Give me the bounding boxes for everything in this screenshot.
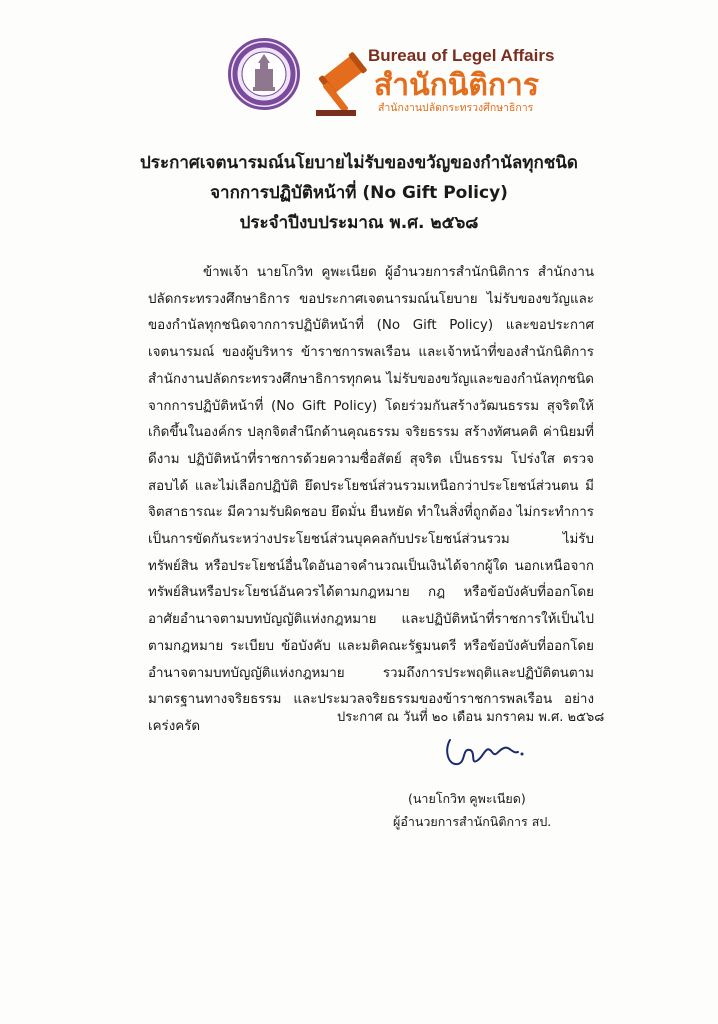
bureau-name-th: สำนักนิติการ: [374, 68, 539, 103]
title-line-3: ประจำปีงบประมาณ พ.ศ. ๒๕๖๘: [239, 213, 479, 233]
header: [228, 38, 558, 118]
ministry-seal-icon: [228, 38, 300, 110]
title-line-1: ประกาศเจตนารมณ์นโยบายไม่รับของขวัญของกำนัลทุกชนิด: [140, 153, 578, 173]
handwritten-signature-icon: [440, 730, 530, 784]
document-title: [0, 148, 718, 238]
signer-name: (นายโกวิท คูพะเนียด): [408, 791, 526, 806]
title-line-2: จากการปฏิบัติหน้าที่ (No Gift Policy): [210, 183, 508, 203]
bureau-subtitle: สำนักงานปลัดกระทรวงศึกษาธิการ: [378, 102, 534, 114]
signer-title: ผู้อำนวยการสำนักนิติการ สป.: [393, 814, 552, 829]
policy-paragraph: ข้าพเจ้า นายโกวิท คูพะเนียด ผู้อำนวยการสำนักนิติการ สำนักงานปลัดกระทรวงศึกษาธิการ ขอประกาศเจตนารมณ์นโยบาย ไม่รับของขวัญและของกำนัลทุกชนิดจากการปฏิบัติหน้าที่ (No Gift Policy) และขอประกาศเจตนารมณ์ ของผู้บริหาร ข้าราชการพลเรือน และเจ้าหน้าที่ของสำนักนิติการ สำนักงานปลัดกระทรวงศึกษาธิการทุกคน ไม่รับของขวัญและของกำนัลทุกชนิดจากการปฏิบัติหน้าที่ (No Gift Policy) โดยร่วมกันสร้างวัฒนธรรม สุจริตให้เกิดขึ้นในองค์กร ปลุกจิตสำนึกด้านคุณธรรม จริยธรรม สร้างทัศนคติ ค่านิยมที่ดีงาม ปฏิบัติหน้าที่ราชการด้วยความซื่อสัตย์ สุจริต เป็นธรรม โปร่งใส ตรวจสอบได้ และไม่เลือกปฏิบัติ ยึดประโยชน์ส่วนรวมเหนือกว่าประโยชน์ส่วนตน มีจิตสาธารณะ มีความรับผิดชอบ ยึดมั่น ยืนหยัด ทำในสิ่งที่ถูกต้อง ไม่กระทำการเป็นการขัดกันระหว่างประโยชน์ส่วนบุคคลกับประโยชน์ส่วนรวม ไม่รับทรัพย์สิน หรือประโยชน์อื่นใดอันอาจคำนวณเป็นเงินได้จากผู้ใด นอกเหนือจากทรัพย์สินหรือประโยชน์อันควรได้ตามกฎหมาย กฎ หรือข้อบังคับที่ออกโดยอาศัยอำนาจตามบทบัญญัติแห่งกฎหมาย และปฏิบัติหน้าที่ราชการให้เป็นไปตามกฎหมาย ระเบียบ ข้อบังคับ และมติคณะรัฐมนตรี หรือข้อบังคับที่ออกโดยอำนาจตามบทบัญญัติแห่งกฎหมาย รวมถึงการประพฤติและปฏิบัติตนตามมาตรฐานทางจริยธรรม และประมวลจริยธรรมของข้าราชการพลเรือน อย่างเคร่งครัด: [148, 265, 594, 734]
announce-date: ประกาศ ณ วันที่ ๒๐ เดือน มกราคม พ.ศ. ๒๕๖๘: [337, 710, 605, 725]
bureau-name-en: Bureau of Legel Affairs: [368, 46, 555, 65]
policy-body: [148, 260, 594, 741]
